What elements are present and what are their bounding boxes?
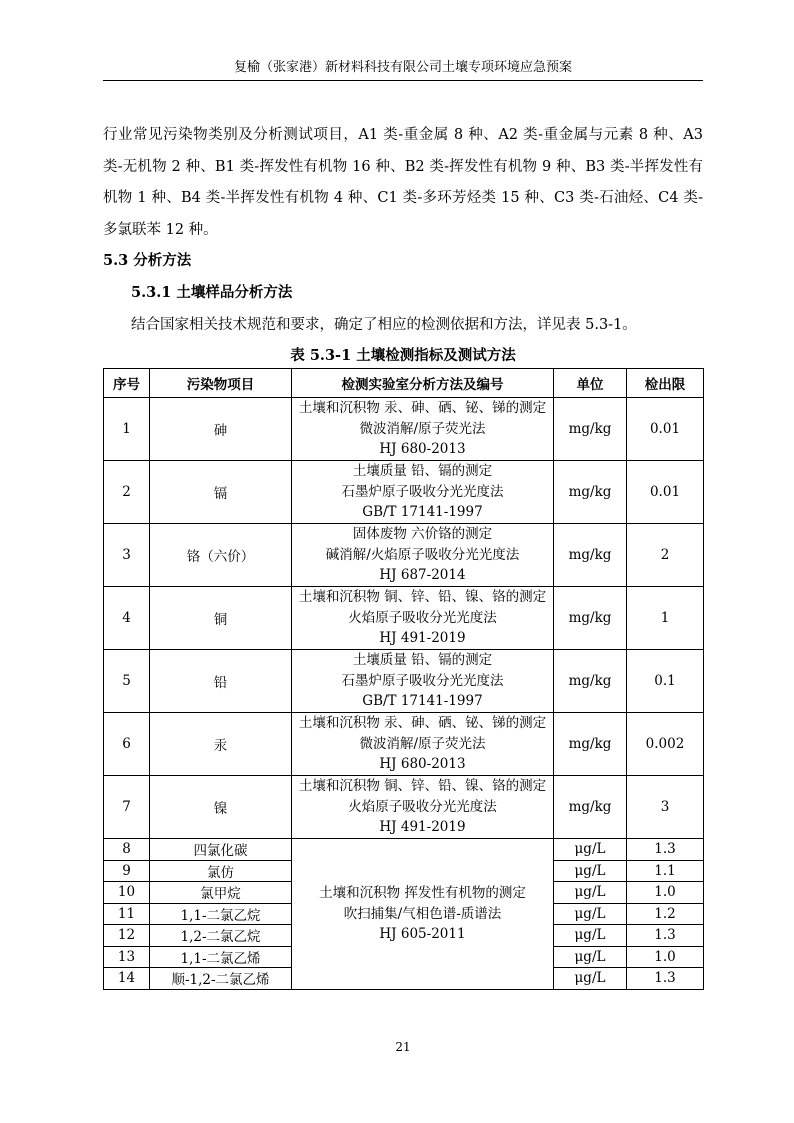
table-body	[104, 398, 704, 990]
row-no: 13	[104, 946, 150, 968]
row-limit: 1.1	[627, 860, 704, 882]
method-line: 土壤和沉积物 汞、砷、硒、铋、锑的测定	[298, 400, 547, 417]
row-no: 11	[104, 903, 150, 925]
row-item: 镉	[150, 461, 292, 524]
row-item: 铅	[150, 650, 292, 713]
table-row	[104, 524, 704, 587]
row-limit: 0.01	[627, 398, 704, 461]
table-header-row	[104, 369, 704, 398]
method-line: 土壤和沉积物 铜、锌、铅、镍、铬的测定	[298, 778, 547, 795]
row-item: 铜	[150, 587, 292, 650]
method-line: 固体废物 六价铬的测定	[352, 526, 493, 543]
method-line: 土壤和沉积物 挥发性有机物的测定	[319, 885, 526, 901]
row-item: 氯甲烷	[150, 882, 292, 904]
row-no: 3	[104, 524, 150, 587]
table-row	[104, 713, 704, 776]
row-method	[292, 650, 554, 713]
method-line: HJ 605-2011	[379, 926, 466, 942]
row-unit: μg/L	[554, 860, 627, 882]
table-row	[104, 461, 704, 524]
method-paragraph: 结合国家相关技术规范和要求，确定了相应的检测依据和方法，详见表 5.3-1。	[131, 317, 637, 333]
method-line: 吹扫捕集/气相色谱-质谱法	[343, 905, 502, 922]
row-no: 4	[104, 587, 150, 650]
table-row	[104, 839, 704, 861]
header-no: 序号	[104, 369, 150, 398]
row-item: 1,1-二氯乙烷	[150, 903, 292, 925]
row-limit: 1.0	[627, 882, 704, 904]
row-item: 1,2-二氯乙烷	[150, 925, 292, 947]
method-line: 土壤质量 铅、镉的测定	[352, 463, 493, 480]
row-limit: 0.1	[627, 650, 704, 713]
table-row	[104, 587, 704, 650]
method-line: 微波消解/原子荧光法	[359, 735, 486, 752]
row-no: 10	[104, 882, 150, 904]
row-method	[292, 587, 554, 650]
page-header: 复榆（张家港）新材料科技有限公司土壤专项环境应急预案	[233, 60, 572, 75]
method-line: 火焰原子吸收分光光度法	[348, 798, 497, 815]
row-limit: 3	[627, 776, 704, 839]
row-method	[292, 398, 554, 461]
row-item: 四氯化碳	[150, 839, 292, 861]
row-method	[292, 713, 554, 776]
table-caption: 表 5.3-1 土壤检测指标及测试方法	[290, 347, 516, 364]
row-unit: mg/kg	[554, 461, 627, 524]
row-unit: mg/kg	[554, 587, 627, 650]
method-line: HJ 687-2014	[379, 567, 466, 584]
header-limit: 检出限	[627, 369, 704, 398]
row-limit: 1.0	[627, 946, 704, 968]
table-row	[104, 776, 704, 839]
method-line: 土壤质量 铅、镉的测定	[352, 652, 493, 669]
row-unit: μg/L	[554, 968, 627, 990]
method-line: 火焰原子吸收分光光度法	[348, 609, 497, 626]
row-unit: μg/L	[554, 925, 627, 947]
row-limit: 1.3	[627, 968, 704, 990]
row-limit: 1.3	[627, 925, 704, 947]
method-line: 碱消解/火焰原子吸收分光光度法	[325, 546, 520, 563]
row-limit: 1.3	[627, 839, 704, 861]
method-line: HJ 680-2013	[379, 756, 466, 773]
row-no: 14	[104, 968, 150, 990]
method-line: HJ 491-2019	[379, 630, 466, 647]
row-no: 5	[104, 650, 150, 713]
soil-test-table	[103, 368, 704, 990]
method-line: 石墨炉原子吸收分光光度法	[341, 672, 504, 689]
row-unit: μg/L	[554, 903, 627, 925]
method-line: 石墨炉原子吸收分光光度法	[341, 483, 504, 500]
row-method	[292, 461, 554, 524]
table-row	[104, 650, 704, 713]
row-item: 砷	[150, 398, 292, 461]
method-line: 土壤和沉积物 铜、锌、铅、镍、铬的测定	[298, 589, 547, 606]
section-heading: 5.3 分析方法	[103, 252, 192, 269]
row-item: 汞	[150, 713, 292, 776]
row-unit: mg/kg	[554, 650, 627, 713]
page-number: 21	[395, 1040, 411, 1054]
voc-method	[292, 839, 554, 990]
row-unit: μg/L	[554, 946, 627, 968]
row-unit: mg/kg	[554, 776, 627, 839]
method-line: GB/T 17141-1997	[362, 693, 483, 710]
row-unit: μg/L	[554, 839, 627, 861]
method-line: 微波消解/原子荧光法	[359, 420, 486, 437]
row-unit: mg/kg	[554, 398, 627, 461]
row-no: 12	[104, 925, 150, 947]
header-unit: 单位	[554, 369, 627, 398]
row-limit: 0.002	[627, 713, 704, 776]
row-unit: mg/kg	[554, 713, 627, 776]
subsection-heading: 5.3.1 土壤样品分析方法	[131, 284, 293, 301]
row-limit: 1	[627, 587, 704, 650]
row-no: 1	[104, 398, 150, 461]
row-no: 9	[104, 860, 150, 882]
header-rule	[103, 80, 703, 81]
row-no: 6	[104, 713, 150, 776]
method-line: HJ 491-2019	[379, 819, 466, 836]
row-item: 顺-1,2-二氯乙烯	[150, 968, 292, 990]
table-row	[104, 398, 704, 461]
row-limit: 0.01	[627, 461, 704, 524]
row-method	[292, 524, 554, 587]
intro-paragraph: 行业常见污染物类别及分析测试项目，A1 类-重金属 8 种、A2 类-重金属与元素 8 种、A3 类-无机物 2 种、B1 类-挥发性有机物 16 种、B2 类-挥发性有机物 9 种、B3 类-半挥发性有机物 1 种、B4 类-半挥发性有机物 4 种、C1 类-多环芳烃类 15 种、C3 类-石油烃、C4 类-多氯联苯 12 种。	[103, 127, 703, 238]
row-item: 氯仿	[150, 860, 292, 882]
row-method	[292, 776, 554, 839]
row-unit: mg/kg	[554, 524, 627, 587]
row-no: 8	[104, 839, 150, 861]
method-line: 土壤和沉积物 汞、砷、硒、铋、锑的测定	[298, 715, 547, 732]
header-method: 检测实验室分析方法及编号	[292, 369, 554, 398]
method-line: GB/T 17141-1997	[362, 504, 483, 521]
row-item: 1,1-二氯乙烯	[150, 946, 292, 968]
method-line: HJ 680-2013	[379, 441, 466, 458]
row-item: 镍	[150, 776, 292, 839]
row-no: 2	[104, 461, 150, 524]
row-limit: 2	[627, 524, 704, 587]
row-unit: μg/L	[554, 882, 627, 904]
header-item: 污染物项目	[150, 369, 292, 398]
row-limit: 1.2	[627, 903, 704, 925]
row-no: 7	[104, 776, 150, 839]
row-item: 铬（六价）	[150, 524, 292, 587]
